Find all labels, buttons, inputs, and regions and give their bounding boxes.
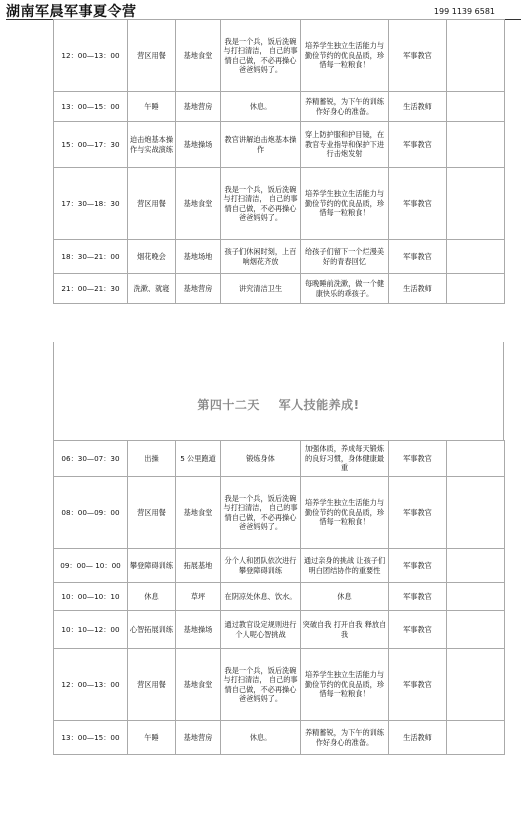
day-banner — [53, 342, 504, 440]
time-cell: 10：00—10：10 — [54, 583, 128, 611]
schedule-table-day42 — [53, 440, 505, 755]
teacher-cell: 军事教官 — [389, 441, 447, 477]
teacher-cell: 军事教官 — [389, 649, 447, 721]
content-cell: 教官讲解迫击炮基本操作 — [221, 122, 301, 168]
content-cell: 在阴凉处休息、饮水。 — [221, 583, 301, 611]
teacher-cell: 生活教师 — [389, 92, 447, 122]
blank-cell — [447, 649, 505, 721]
activity-cell: 烟花晚会 — [128, 240, 176, 274]
activity-cell: 迫击炮基本操作与实战演练 — [128, 122, 176, 168]
goal-cell: 通过亲身的挑战 让孩子们明白团结协作的重要性 — [301, 549, 389, 583]
activity-cell: 出操 — [128, 441, 176, 477]
goal-cell: 养精蓄锐，为下午的训练作好身心的准备。 — [301, 92, 389, 122]
time-cell: 21：00—21：30 — [54, 274, 128, 304]
teacher-cell: 生活教师 — [389, 274, 447, 304]
teacher-cell: 军事教官 — [389, 549, 447, 583]
table-row — [54, 20, 505, 92]
document-header — [6, 2, 521, 20]
blank-cell — [447, 20, 505, 92]
teacher-cell: 军事教官 — [389, 583, 447, 611]
place-cell: 基地食堂 — [176, 477, 221, 549]
goal-cell: 加强体质，养成每天锻炼的良好习惯，身体健康最重 — [301, 441, 389, 477]
content-cell: 我是一个兵，饭后洗碗与打扫清洁， 自己的事情自己做，不必再操心爸爸妈妈了。 — [221, 477, 301, 549]
time-cell: 15：00—17：30 — [54, 122, 128, 168]
content-cell: 休息。 — [221, 92, 301, 122]
goal-cell: 培养学生独立生活能力与勤俭节约的优良品质，珍惜每一粒粮食！ — [301, 649, 389, 721]
activity-cell: 午睡 — [128, 721, 176, 755]
blank-cell — [447, 549, 505, 583]
time-cell: 18：30—21：00 — [54, 240, 128, 274]
activity-cell: 营区用餐 — [128, 477, 176, 549]
place-cell: 基地操场 — [176, 122, 221, 168]
teacher-cell: 军事教官 — [389, 168, 447, 240]
table-row — [54, 477, 505, 549]
content-cell: 讲究清洁卫生 — [221, 274, 301, 304]
day-theme: 军人技能养成! — [278, 398, 360, 412]
content-cell: 休息。 — [221, 721, 301, 755]
table-row — [54, 721, 505, 755]
time-cell: 09：00— 10：00 — [54, 549, 128, 583]
place-cell: 拓展基地 — [176, 549, 221, 583]
camp-title: 湖南军晨军事夏令营 — [6, 4, 137, 20]
place-cell: 基地营房 — [176, 274, 221, 304]
table-row — [54, 274, 505, 304]
content-cell: 我是一个兵，饭后洗碗与打扫清洁， 自己的事情自己做，不必再操心爸爸妈妈了。 — [221, 168, 301, 240]
table-row — [54, 611, 505, 649]
time-cell: 08：00—09：00 — [54, 477, 128, 549]
goal-cell: 培养学生独立生活能力与勤俭节约的优良品质，珍惜每一粒粮食！ — [301, 20, 389, 92]
blank-cell — [447, 611, 505, 649]
goal-cell: 休息 — [301, 583, 389, 611]
table-row — [54, 649, 505, 721]
place-cell: 基地营房 — [176, 721, 221, 755]
table-row — [54, 92, 505, 122]
goal-cell: 穿上防护服和护目镜，在教官专业指导和保护下进行击炮发射 — [301, 122, 389, 168]
blank-cell — [447, 583, 505, 611]
place-cell: 草坪 — [176, 583, 221, 611]
place-cell: 基地食堂 — [176, 168, 221, 240]
activity-cell: 攀登障碍训练 — [128, 549, 176, 583]
contact-phone: 199 1139 6581 — [433, 7, 495, 16]
goal-cell: 培养学生独立生活能力与勤俭节约的优良品质，珍惜每一粒粮食！ — [301, 477, 389, 549]
table-row — [54, 240, 505, 274]
place-cell: 基地营房 — [176, 92, 221, 122]
table-row — [54, 122, 505, 168]
table-row — [54, 549, 505, 583]
time-cell: 12：00—13：00 — [54, 20, 128, 92]
activity-cell: 营区用餐 — [128, 168, 176, 240]
teacher-cell: 军事教官 — [389, 477, 447, 549]
content-cell: 我是一个兵，饭后洗碗与打扫清洁， 自己的事情自己做，不必再操心爸爸妈妈了。 — [221, 649, 301, 721]
place-cell: 基地操场 — [176, 611, 221, 649]
teacher-cell: 军事教官 — [389, 611, 447, 649]
table-row — [54, 583, 505, 611]
time-cell: 10：10—12：00 — [54, 611, 128, 649]
time-cell: 13：00—15：00 — [54, 721, 128, 755]
goal-cell: 突破自我 打开自我 释放自我 — [301, 611, 389, 649]
content-cell: 通过教官设定规则进行个人呢心智挑战 — [221, 611, 301, 649]
day-banner-text — [54, 396, 503, 413]
blank-cell — [447, 168, 505, 240]
blank-cell — [447, 441, 505, 477]
blank-cell — [447, 721, 505, 755]
goal-cell: 培养学生独立生活能力与勤俭节约的优良品质，珍惜每一粒粮食！ — [301, 168, 389, 240]
time-cell: 12：00—13：00 — [54, 649, 128, 721]
activity-cell: 休息 — [128, 583, 176, 611]
activity-cell: 营区用餐 — [128, 20, 176, 92]
time-cell: 06：30—07：30 — [54, 441, 128, 477]
table-row — [54, 168, 505, 240]
activity-cell: 午睡 — [128, 92, 176, 122]
schedule-table-day41 — [53, 19, 505, 304]
teacher-cell: 军事教官 — [389, 240, 447, 274]
content-cell: 我是一个兵，饭后洗碗与打扫清洁， 自己的事情自己做，不必再操心爸爸妈妈了。 — [221, 20, 301, 92]
goal-cell: 每晚睡前洗漱，做一个健康快乐的乖孩子。 — [301, 274, 389, 304]
content-cell: 分个人和团队依次进行攀登障碍训练 — [221, 549, 301, 583]
teacher-cell: 军事教官 — [389, 122, 447, 168]
blank-cell — [447, 122, 505, 168]
activity-cell: 洗漱、就寝 — [128, 274, 176, 304]
place-cell: 基地场地 — [176, 240, 221, 274]
place-cell: 5 公里跑道 — [176, 441, 221, 477]
day-label: 第四十二天 — [197, 398, 260, 412]
activity-cell: 营区用餐 — [128, 649, 176, 721]
blank-cell — [447, 477, 505, 549]
place-cell: 基地食堂 — [176, 649, 221, 721]
content-cell: 锻炼身体 — [221, 441, 301, 477]
blank-cell — [447, 274, 505, 304]
time-cell: 17：30—18：30 — [54, 168, 128, 240]
place-cell: 基地食堂 — [176, 20, 221, 92]
goal-cell: 养精蓄锐，为下午的训练作好身心的准备。 — [301, 721, 389, 755]
teacher-cell: 生活教师 — [389, 721, 447, 755]
teacher-cell: 军事教官 — [389, 20, 447, 92]
blank-cell — [447, 92, 505, 122]
content-cell: 孩子们休闲时刻，上百响烟花齐放 — [221, 240, 301, 274]
activity-cell: 心智拓展训练 — [128, 611, 176, 649]
blank-cell — [447, 240, 505, 274]
time-cell: 13：00—15：00 — [54, 92, 128, 122]
goal-cell: 给孩子们留下一个烂漫美好的青春回忆 — [301, 240, 389, 274]
table-row — [54, 441, 505, 477]
